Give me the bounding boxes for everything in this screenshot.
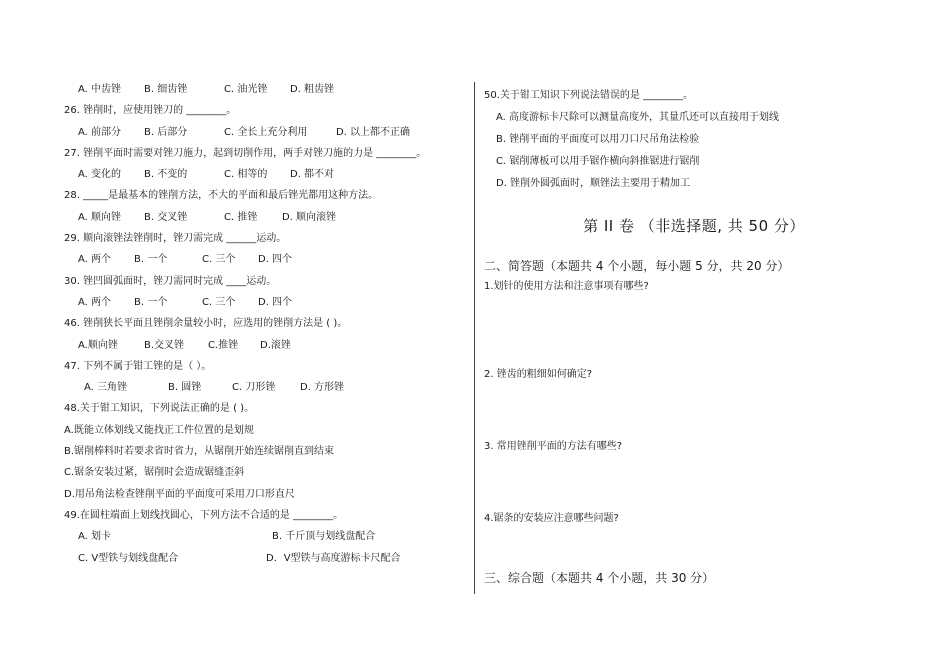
question-line [64, 484, 464, 505]
answer-option: B.交叉锉 [144, 339, 185, 351]
short-question-2: 2. 锉齿的粗细如何确定? [484, 369, 593, 380]
answer-option: A. 两个 [78, 296, 112, 308]
answer-option: A. 变化的 [78, 169, 122, 181]
answer-option: A. 两个 [78, 254, 112, 266]
answer-option: B. 一个 [134, 296, 168, 308]
column-divider [474, 82, 475, 594]
options-line [64, 207, 464, 228]
question-text: D.用吊角法检查锉削平面的平面度可采用刀口形直尺 [64, 488, 295, 500]
answer-option: C. 三个 [202, 254, 236, 266]
answer-option: B. 细齿锉 [144, 84, 188, 95]
options-line [64, 377, 464, 398]
answer-option: B. 不变的 [144, 169, 188, 181]
q50-option-d: D. 锉削外圆弧面时，顺锉法主要用于精加工 [496, 178, 691, 189]
part-2-heading: 二、简答题（本题共 4 个小题，每小题 5 分，共 20 分） [484, 259, 790, 273]
answer-option: C. 全长上充分利用 [224, 126, 308, 138]
question-line [64, 462, 464, 483]
right-column [484, 85, 904, 589]
answer-option: A. 三角锉 [84, 382, 128, 394]
question-line [64, 420, 464, 441]
question-line [64, 505, 464, 526]
q50-option-a: A. 高度游标卡尺除可以测量高度外，其量爪还可以直接用于划线 [496, 112, 780, 123]
answer-option: D. 顺向滚锉 [282, 211, 337, 223]
options-line [64, 249, 464, 270]
options-line [64, 292, 464, 313]
question-line [64, 143, 464, 164]
answer-option: B. 后部分 [144, 126, 188, 138]
options-line [64, 122, 464, 143]
question-50: 50.关于钳工知识下列说法错误的是 ________。 [484, 90, 694, 101]
left-column [64, 79, 464, 569]
question-text: 26. 锉削时，应使用锉刀的 ________。 [64, 105, 237, 117]
answer-option: B. 一个 [134, 254, 168, 266]
options-line [64, 335, 464, 356]
answer-option: C.推锉 [208, 339, 239, 351]
question-line [64, 313, 464, 334]
short-question-4: 4.锯条的安装应注意哪些问题? [484, 513, 619, 524]
answer-option: D. 粗齿锉 [290, 84, 335, 95]
q50-option-b: B. 锉削平面的平面度可以用刀口尺吊角法检验 [496, 134, 700, 145]
question-text: C.锯条安装过紧，锯削时会造成锯缝歪斜 [64, 467, 245, 479]
answer-option: C. 相等的 [224, 169, 268, 181]
answer-option: A.顺向锉 [78, 339, 118, 351]
answer-option: D. 四个 [258, 254, 293, 266]
answer-option: A. 划卡 [78, 531, 112, 543]
options-line [64, 164, 464, 185]
answer-option: D. 以上都不正确 [336, 126, 411, 138]
options-line [64, 548, 464, 569]
answer-option: D. 方形锉 [300, 382, 345, 394]
question-line [64, 185, 464, 206]
question-text: A.既能立体划线又能找正工件位置的是划规 [64, 424, 254, 436]
short-question-3: 3. 常用锉削平面的方法有哪些? [484, 441, 623, 452]
answer-option: A. 顺向锉 [78, 211, 122, 223]
answer-option: A. 前部分 [78, 126, 122, 138]
answer-option: D. 都不对 [290, 169, 335, 181]
question-text: 49.在圆柱端面上划线找圆心，下列方法不合适的是 ________。 [64, 509, 344, 521]
options-line [64, 526, 464, 547]
question-text: 29. 顺向滚锉法锉削时，锉刀需完成 ______运动。 [64, 233, 287, 245]
answer-option: A. 中齿锉 [78, 84, 122, 95]
question-text: 47. 下列不属于钳工锉的是（ ）。 [64, 360, 212, 372]
question-text: 46. 锉削狭长平面且锉削余量较小时，应选用的锉削方法是 ( )。 [64, 318, 348, 330]
answer-option: C. 推锉 [224, 211, 258, 223]
section-2-title: 第 II 卷 （非选择题, 共 50 分） [583, 217, 805, 235]
answer-option: C. 三个 [202, 296, 236, 308]
question-line [64, 356, 464, 377]
question-text: 28. _____是最基本的锉削方法，不大的平面和最后锉光都用这种方法。 [64, 190, 379, 202]
answer-option: B. 交叉锉 [144, 211, 188, 223]
question-line [64, 441, 464, 462]
question-text: B.锯削棒料时若要求省时省力，从锯削开始连续锯削直到结束 [64, 446, 335, 458]
options-line [64, 79, 464, 100]
answer-option: D. 四个 [258, 296, 293, 308]
question-line [64, 271, 464, 292]
answer-option: C. V型铁与划线盘配合 [78, 552, 179, 564]
answer-option: B. 圆锉 [168, 382, 202, 394]
question-text: 48.关于钳工知识，下列说法正确的是 ( )。 [64, 403, 255, 415]
question-text: 30. 锉凹圆弧面时，锉刀需同时完成 ____运动。 [64, 275, 277, 287]
question-line [64, 228, 464, 249]
answer-option: D．V型铁与高度游标卡尺配合 [266, 552, 401, 564]
answer-option: C. 刀形锉 [232, 382, 276, 394]
q50-option-c: C. 锯削薄板可以用手锯作横向斜推锯进行锯削 [496, 156, 700, 167]
question-line [64, 398, 464, 419]
answer-option: D.滚锉 [260, 339, 291, 351]
answer-option: B. 千斤顶与划线盘配合 [272, 531, 376, 543]
answer-option: C. 油光锉 [224, 84, 268, 95]
short-question-1: 1.划针的使用方法和注意事项有哪些? [484, 281, 649, 292]
question-line [64, 100, 464, 121]
question-text: 27. 锉削平面时需要对锉刀施力，起到切削作用，两手对锉刀施的力是 ________。 [64, 147, 427, 159]
part-3-heading: 三、综合题（本题共 4 个小题，共 30 分） [484, 571, 715, 585]
